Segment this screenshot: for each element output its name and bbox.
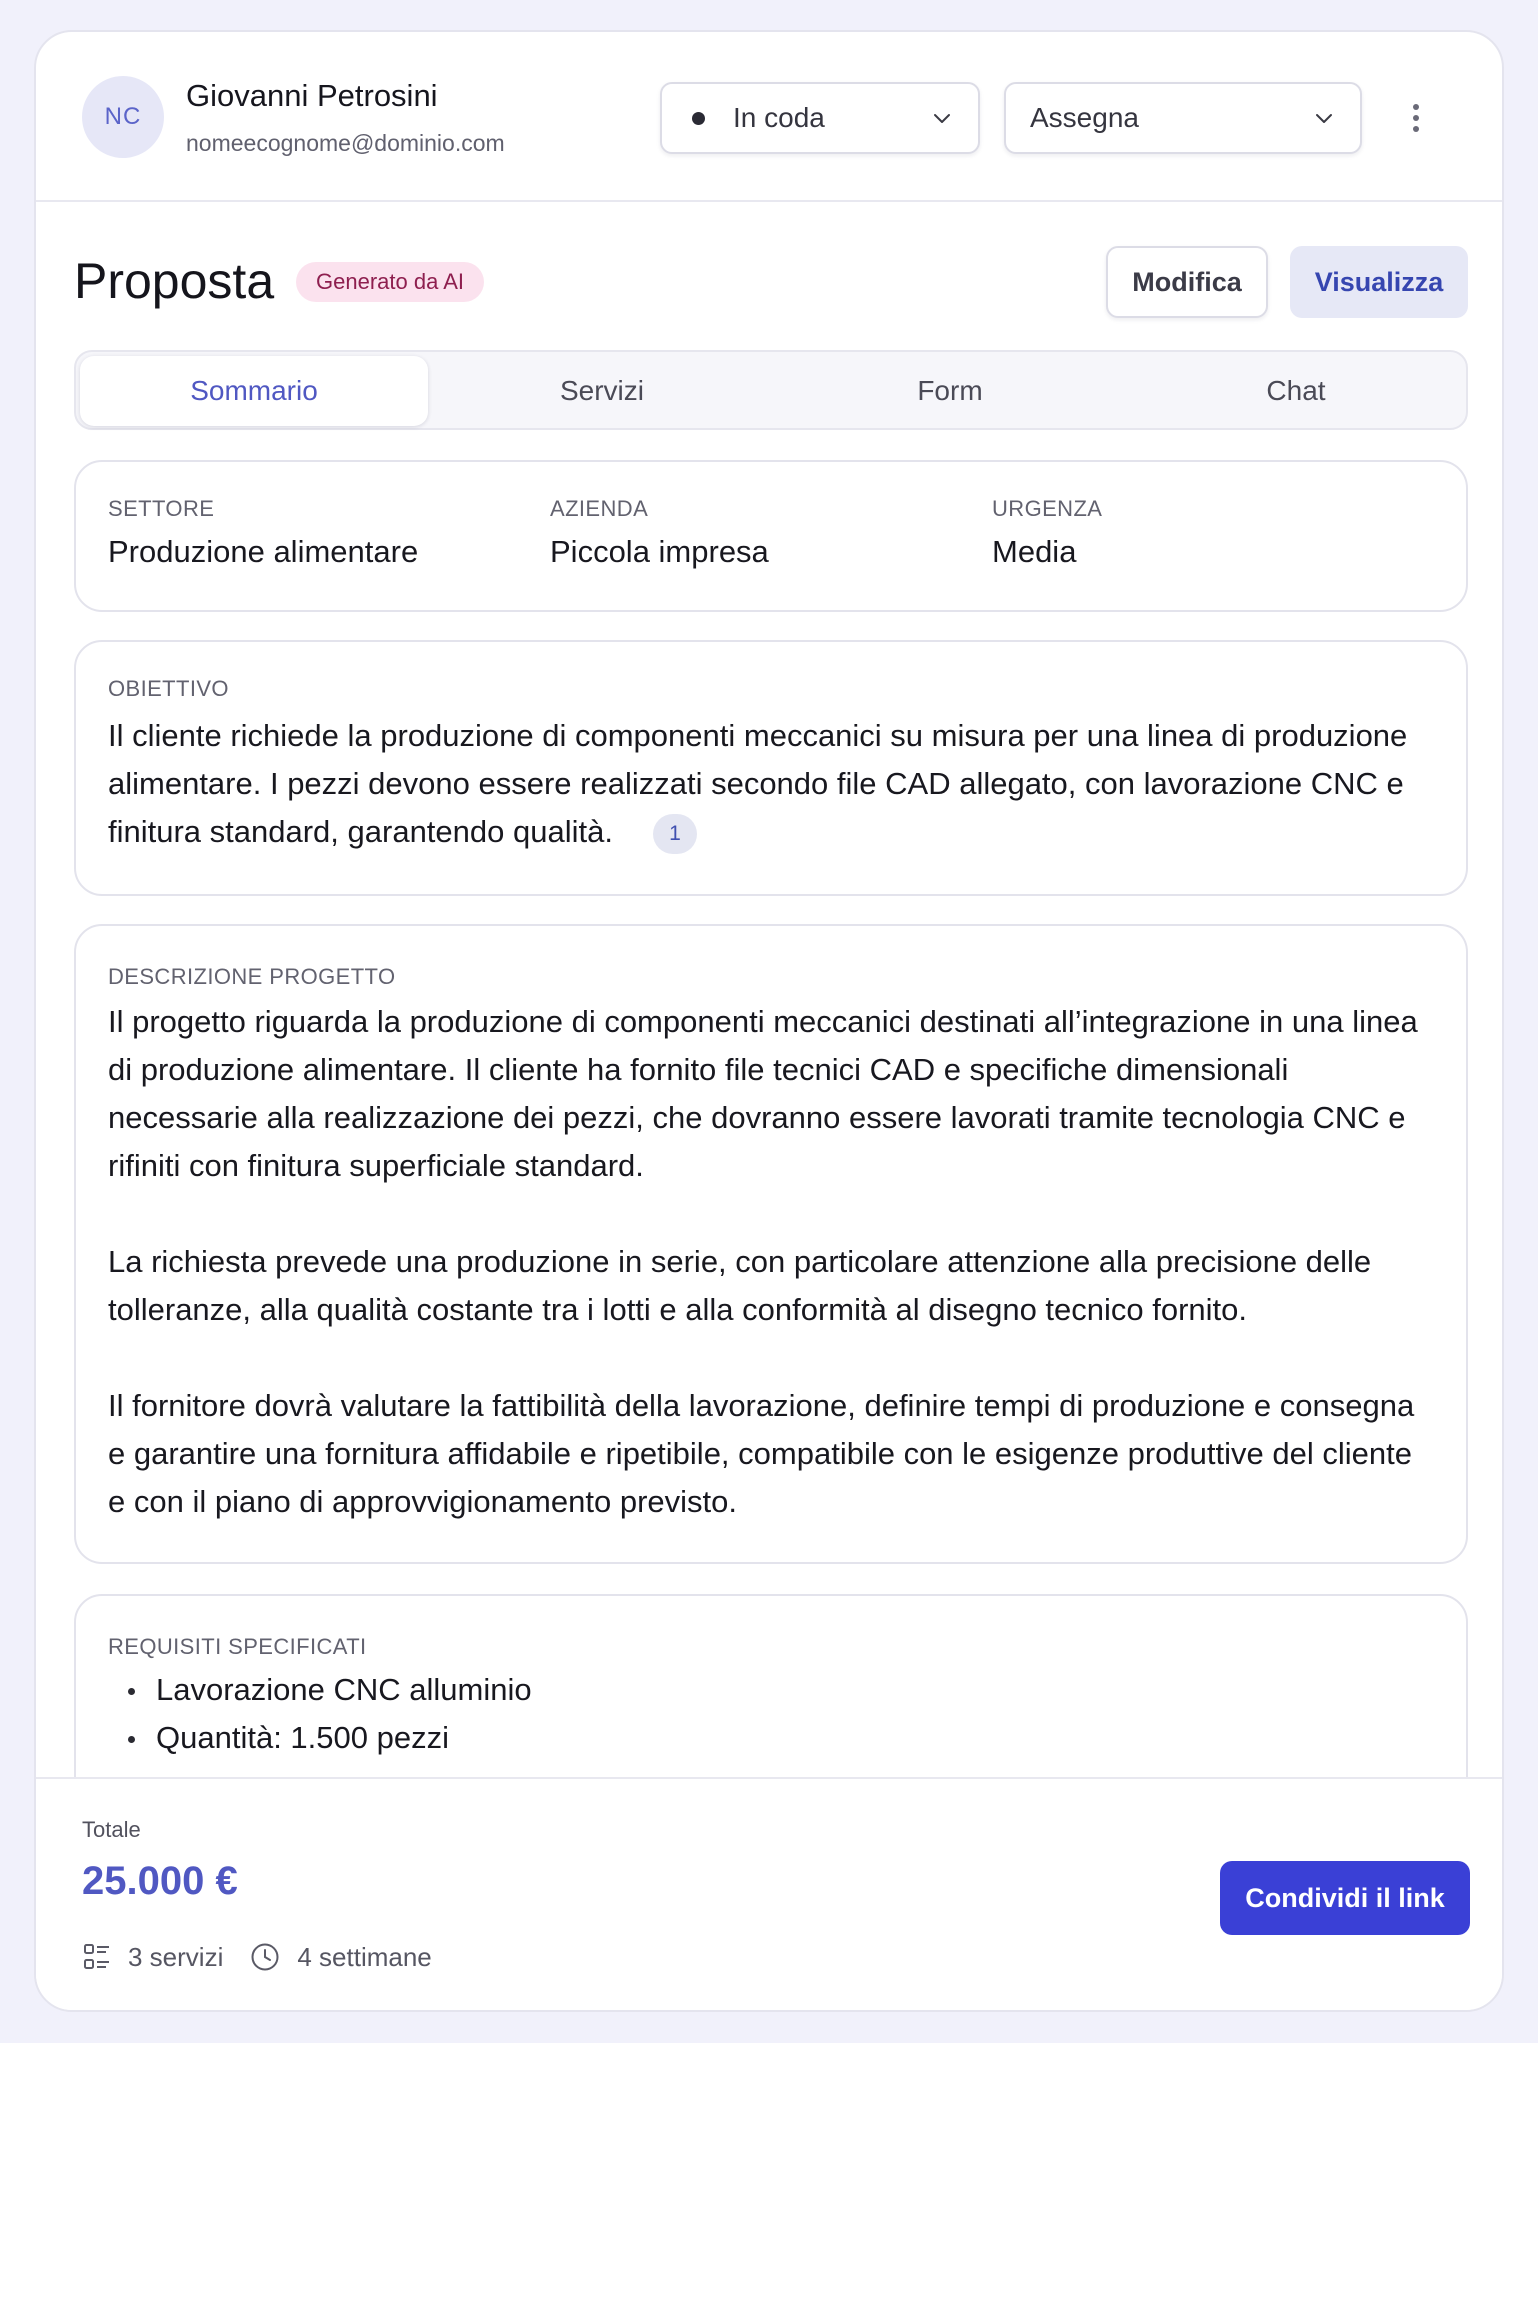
status-select[interactable] — [660, 82, 980, 154]
chevron-down-icon — [930, 106, 954, 130]
objective-panel — [74, 640, 1468, 896]
status-dot-icon — [692, 112, 705, 125]
list-item: Lavorazione CNC alluminio — [108, 1666, 1434, 1714]
services-count: 3 servizi — [128, 1941, 224, 1972]
avatar[interactable]: NC — [82, 76, 164, 158]
company-label: AZIENDA — [550, 496, 649, 521]
duration: 4 settimane — [297, 1941, 432, 1972]
sector-value: Produzione alimentare — [108, 534, 419, 569]
summary-panel — [74, 460, 1468, 612]
objective-text-block — [108, 712, 1434, 856]
company-field — [550, 496, 769, 570]
objective-label: OBIETTIVO — [108, 676, 229, 701]
kebab-menu-icon[interactable] — [1396, 98, 1436, 138]
sector-label: SETTORE — [108, 496, 215, 521]
edit-button[interactable]: Modifica — [1106, 246, 1268, 318]
description-label: DESCRIZIONE PROGETTO — [108, 964, 396, 989]
tab-chat[interactable]: Chat — [1266, 375, 1326, 406]
urgency-value: Media — [992, 534, 1077, 569]
chevron-down-icon — [1312, 106, 1336, 130]
list-item: Quantità: 1.500 pezzi — [108, 1714, 1434, 1762]
status-select-value: In coda — [733, 102, 825, 133]
customer-name: Giovanni Petrosini — [186, 78, 438, 113]
requirements-list — [108, 1666, 1434, 1762]
customer-email: nomeecognome@dominio.com — [186, 130, 505, 156]
sector-field — [108, 496, 418, 570]
view-button[interactable]: Visualizza — [1290, 246, 1468, 318]
requirements-label: REQUISITI SPECIFICATI — [108, 1634, 367, 1659]
page-title: Proposta — [74, 253, 275, 309]
tab-sommario[interactable]: Sommario — [80, 356, 428, 426]
description-panel — [74, 924, 1468, 1564]
clock-icon — [249, 1941, 281, 1973]
list-icon — [82, 1942, 112, 1972]
company-value: Piccola impresa — [550, 534, 769, 569]
urgency-field — [992, 496, 1102, 570]
description-paragraph: La richiesta prevede una produzione in serie, con particolare attenzione alla precisione delle tolleranze, alla qualità costante tra i lotti e alla conformità al disegno tecnico fornito. — [108, 1244, 1372, 1327]
tab-form[interactable]: Form — [917, 375, 983, 406]
ai-generated-badge: Generato da AI — [296, 262, 484, 302]
total-value: 25.000 € — [82, 1859, 238, 1903]
footer-meta — [82, 1941, 432, 1973]
request-header — [36, 32, 1502, 202]
description-paragraph: Il progetto riguarda la produzione di componenti meccanici destinati all’integrazione in una linea di produzione alimentare. Il cliente ha fornito file tecnici CAD e specifiche dimensionali necessarie alla realizzazione dei pezzi, che dovranno essere lavorati tramite tecnologia CNC e rifiniti con finitura superficiale standard. — [108, 1004, 1418, 1183]
description-paragraph: Il fornitore dovrà valutare la fattibilità della lavorazione, definire tempi di produzione e consegna e garantire una fornitura affidabile e ripetibile, compatibile con le esigenze produttive del cliente e con il piano di approvvigionamento previsto. — [108, 1388, 1415, 1519]
total-footer — [36, 1777, 1502, 2012]
share-link-button[interactable]: Condividi il link — [1220, 1861, 1470, 1935]
reference-badge[interactable]: 1 — [653, 814, 697, 854]
tab-servizi[interactable]: Servizi — [559, 375, 644, 406]
assign-select-value: Assegna — [1030, 102, 1139, 133]
total-label: Totale — [82, 1817, 141, 1842]
proposal-card — [34, 30, 1504, 2012]
urgency-label: URGENZA — [992, 496, 1103, 521]
tab-bar — [74, 350, 1468, 430]
assign-select[interactable] — [1004, 82, 1362, 154]
objective-text: Il cliente richiede la produzione di componenti meccanici su misura per una linea di produzione alimentare. I pezzi devono essere realizzati secondo file CAD allegato, con lavorazione CNC e finitura standard, garantendo qualità. — [108, 718, 1408, 849]
